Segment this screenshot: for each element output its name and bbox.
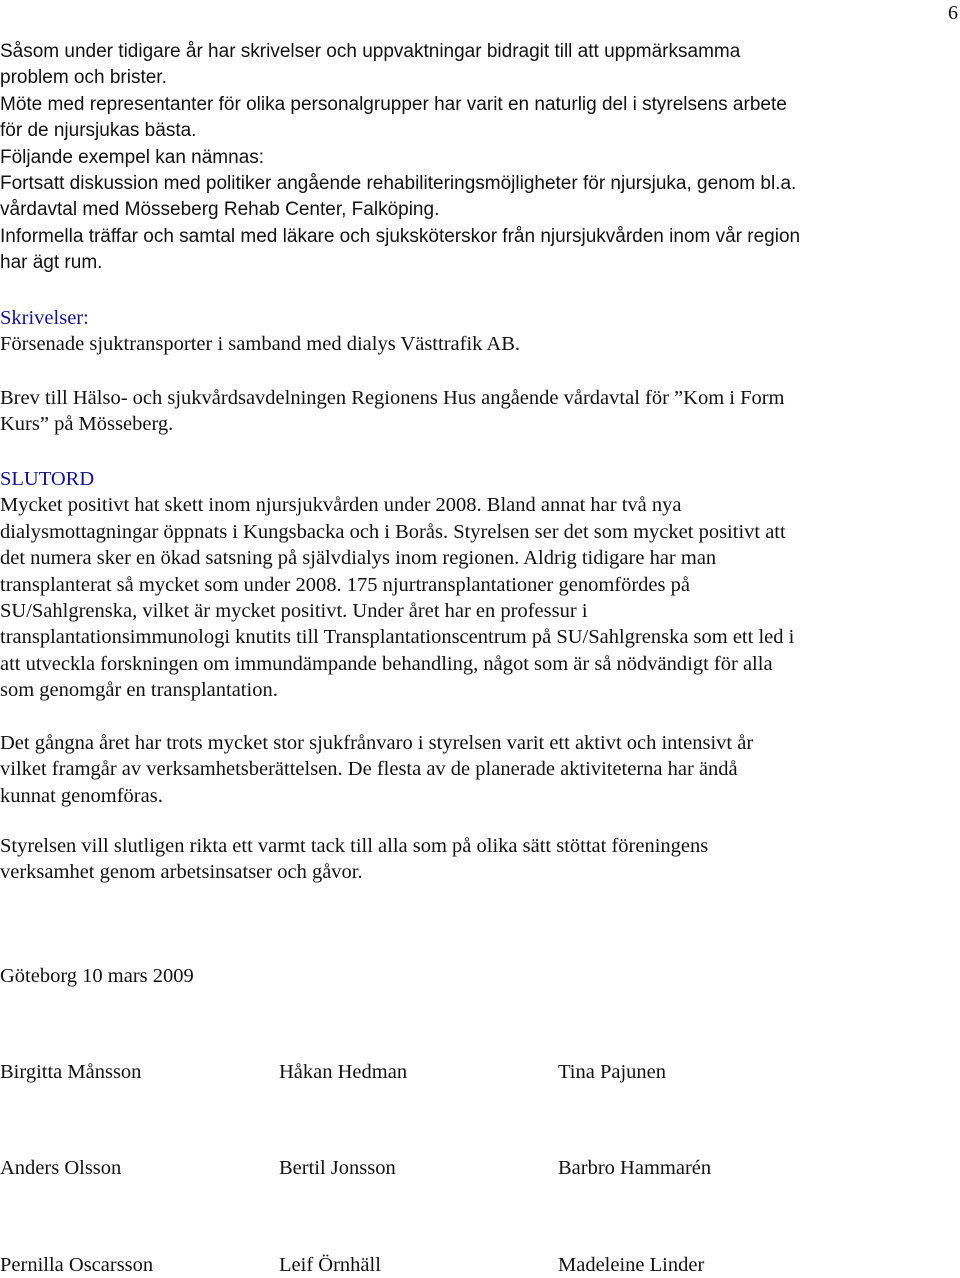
- intro-line: problem och brister.: [0, 67, 167, 89]
- slutord-paragraph-2: [0, 730, 925, 809]
- intro-line: för de njursjukas bästa.: [0, 120, 197, 142]
- intro-line: Fortsatt diskussion med politiker angående rehabiliteringsmöjligheter för njursjuka, genom bl.a.: [0, 173, 797, 195]
- signature-name: Leif Örnhäll: [279, 1254, 381, 1276]
- slutord-line: kunnat genomföras.: [0, 784, 163, 807]
- skrivelser-letter-line: Kurs” på Mösseberg.: [0, 413, 174, 436]
- skrivelser-section: [0, 305, 925, 358]
- skrivelser-letter: [0, 385, 925, 438]
- slutord-line: Styrelsen vill slutligen rikta ett varmt tack till alla som på olika sätt stöttat föreningens: [0, 835, 709, 857]
- intro-line: Följande exempel kan nämnas:: [0, 146, 265, 168]
- slutord-line: Mycket positivt hat skett inom njursjukvården under 2008. Bland annat har två nya: [0, 494, 682, 517]
- intro-line: har ägt rum.: [0, 252, 103, 274]
- slutord-line: SU/Sahlgrenska, vilket är mycket positivt. Under året har en professur i: [0, 600, 588, 623]
- signature-name: Madeleine Linder: [558, 1254, 705, 1276]
- skrivelser-letter-line: Brev till Hälso- och sjukvårdsavdelningen Regionens Hus angående vårdavtal för ”Kom i Form: [0, 387, 785, 409]
- signature-name: Håkan Hedman: [279, 1061, 408, 1083]
- signature-name: Barbro Hammarén: [558, 1157, 712, 1179]
- skrivelser-item: Försenade sjuktransporter i samband med dialys Västtrafik AB.: [0, 333, 520, 356]
- signature-name: Birgitta Månsson: [0, 1061, 142, 1083]
- intro-paragraph: [0, 39, 925, 277]
- signature-name: Anders Olsson: [0, 1157, 122, 1179]
- signature-name: Bertil Jonsson: [279, 1157, 396, 1179]
- slutord-line: transplantationsimmunologi knutits till Transplantationscentrum på SU/Sahlgrenska som ett led i: [0, 626, 795, 649]
- slutord-line: transplanterat så mycket som under 2008. 175 njurtransplantationer genomfördes på: [0, 573, 690, 596]
- intro-line: vårdavtal med Mösseberg Rehab Center, Falköping.: [0, 199, 440, 221]
- slutord-line: det numera sker en ökad satsning på självdialys inom regionen. Aldrig tidigare har man: [0, 547, 717, 570]
- slutord-line: Det gångna året har trots mycket stor sjukfrånvaro i styrelsen varit ett aktivt och intensivt år: [0, 732, 754, 754]
- intro-line: Såsom under tidigare år har skrivelser och uppvaktningar bidragit till att uppmärksamma: [0, 41, 741, 62]
- slutord-line: som genomgår en transplantation.: [0, 679, 278, 702]
- slutord-line: verksamhet genom arbetsinsatser och gåvor.: [0, 861, 363, 884]
- page-number: 6: [948, 2, 958, 24]
- intro-line: Informella träffar och samtal med läkare och sjuksköterskor från njursjukvården inom vår region: [0, 225, 801, 247]
- slutord-paragraph-3: [0, 833, 925, 886]
- slutord-line: att utveckla forskningen om immundämpande behandling, något som är så nödvändigt för alla: [0, 652, 773, 675]
- signature-name: Pernilla Oscarsson: [0, 1254, 154, 1276]
- slutord-line: dialysmottagningar öppnats i Kungsbacka och i Borås. Styrelsen ser det som mycket positivt att: [0, 520, 786, 543]
- intro-line: Möte med representanter för olika personalgrupper har varit en naturlig del i styrelsens arbete: [0, 93, 787, 115]
- signature-name: Tina Pajunen: [558, 1061, 667, 1083]
- slutord-line: vilket framgår av verksamhetsberättelsen. De flesta av de planerade aktiviteterna har ändå: [0, 758, 738, 781]
- slutord-section: [0, 466, 925, 704]
- slutord-heading: SLUTORD: [0, 468, 95, 490]
- place-date: Göteborg 10 mars 2009: [0, 965, 194, 987]
- skrivelser-heading: Skrivelser:: [0, 307, 89, 329]
